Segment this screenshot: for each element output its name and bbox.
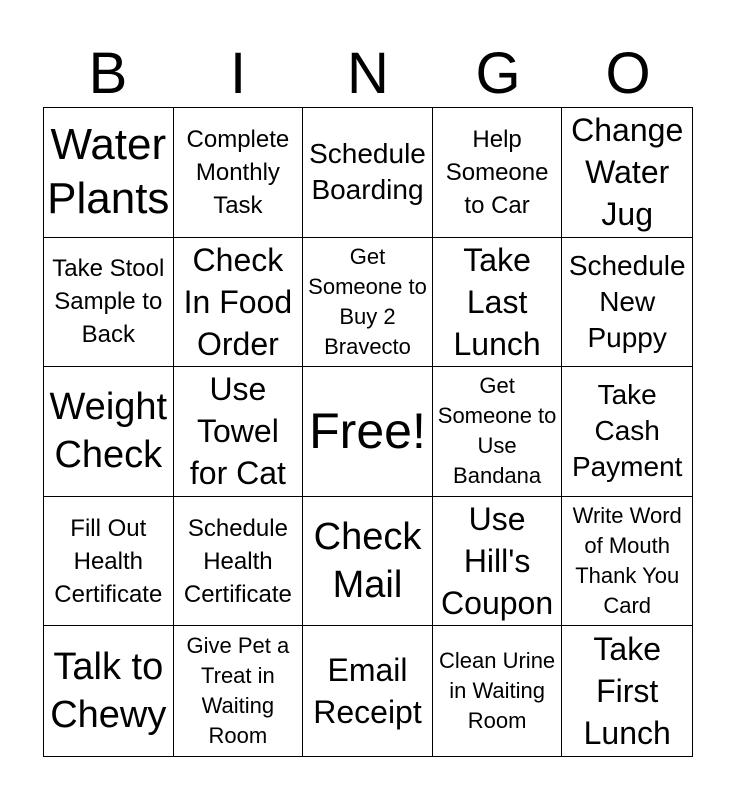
bingo-cell-b2 — [44, 238, 174, 368]
cell-label: Use Towel for Cat — [189, 371, 286, 492]
bingo-cell-n4 — [303, 497, 433, 627]
bingo-cell-o5 — [562, 626, 692, 756]
header-letter-i: I — [229, 41, 247, 106]
bingo-cell-g1 — [433, 108, 563, 238]
cell-label: Check In Food Order — [183, 241, 293, 362]
bingo-cell-o2 — [562, 238, 692, 368]
header-letter-b: B — [88, 41, 128, 106]
bingo-cell-b1 — [44, 108, 174, 238]
bingo-cell-b5 — [44, 626, 174, 756]
bingo-cell-free — [303, 367, 433, 497]
cell-label: Help Someone to Car — [445, 125, 549, 219]
bingo-cell-n2 — [303, 238, 433, 368]
bingo-cell-g3 — [433, 367, 563, 497]
bingo-cell-b3 — [44, 367, 174, 497]
bingo-cell-g4 — [433, 497, 563, 627]
bingo-cell-i1 — [174, 108, 304, 238]
bingo-cell-n5 — [303, 626, 433, 756]
cell-label: Talk to Chewy — [50, 646, 167, 737]
cell-label: Clean Urine in Waiting Room — [439, 648, 556, 734]
cell-label: Water Plants — [47, 120, 170, 224]
bingo-cell-b4 — [44, 497, 174, 627]
cell-label: Complete Monthly Task — [186, 125, 290, 219]
cell-label: Fill Out Health Certificate — [54, 514, 163, 608]
bingo-header — [43, 40, 693, 108]
free-space-label: Free! — [309, 403, 426, 460]
cell-label: Schedule Health Certificate — [183, 514, 292, 608]
cell-label: Get Someone to Buy 2 Bravecto — [308, 243, 427, 359]
bingo-cell-i5 — [174, 626, 304, 756]
cell-label: Write Word of Mouth Thank You Card — [572, 503, 682, 619]
bingo-cell-o4 — [562, 497, 692, 627]
bingo-cell-g5 — [433, 626, 563, 756]
header-letter-g: G — [475, 41, 521, 106]
header-letter-n: N — [347, 41, 389, 106]
cell-label: Use Hill's Coupon — [441, 501, 554, 622]
bingo-board — [43, 107, 693, 757]
bingo-cell-g2 — [433, 238, 563, 368]
bingo-cell-o1 — [562, 108, 692, 238]
bingo-cell-n1 — [303, 108, 433, 238]
cell-label: Weight Check — [49, 386, 168, 477]
bingo-cell-i2 — [174, 238, 304, 368]
cell-label: Check Mail — [313, 516, 422, 607]
bingo-cell-i4 — [174, 497, 304, 627]
cell-label: Take Stool Sample to Back — [52, 255, 165, 349]
cell-label: Change Water Jug — [571, 112, 684, 233]
cell-label: Get Someone to Use Bandana — [437, 373, 557, 489]
bingo-cell-o3 — [562, 367, 692, 497]
cell-label: Take First Lunch — [583, 631, 671, 752]
cell-label: Give Pet a Treat in Waiting Room — [186, 633, 290, 749]
cell-label: Email Receipt — [313, 652, 422, 731]
bingo-cell-i3 — [174, 367, 304, 497]
cell-label: Schedule New Puppy — [568, 249, 686, 353]
cell-label: Schedule Boarding — [309, 138, 426, 206]
header-letter-o: O — [605, 41, 651, 106]
cell-label: Take Cash Payment — [571, 379, 683, 483]
cell-label: Take Last Lunch — [453, 241, 541, 362]
